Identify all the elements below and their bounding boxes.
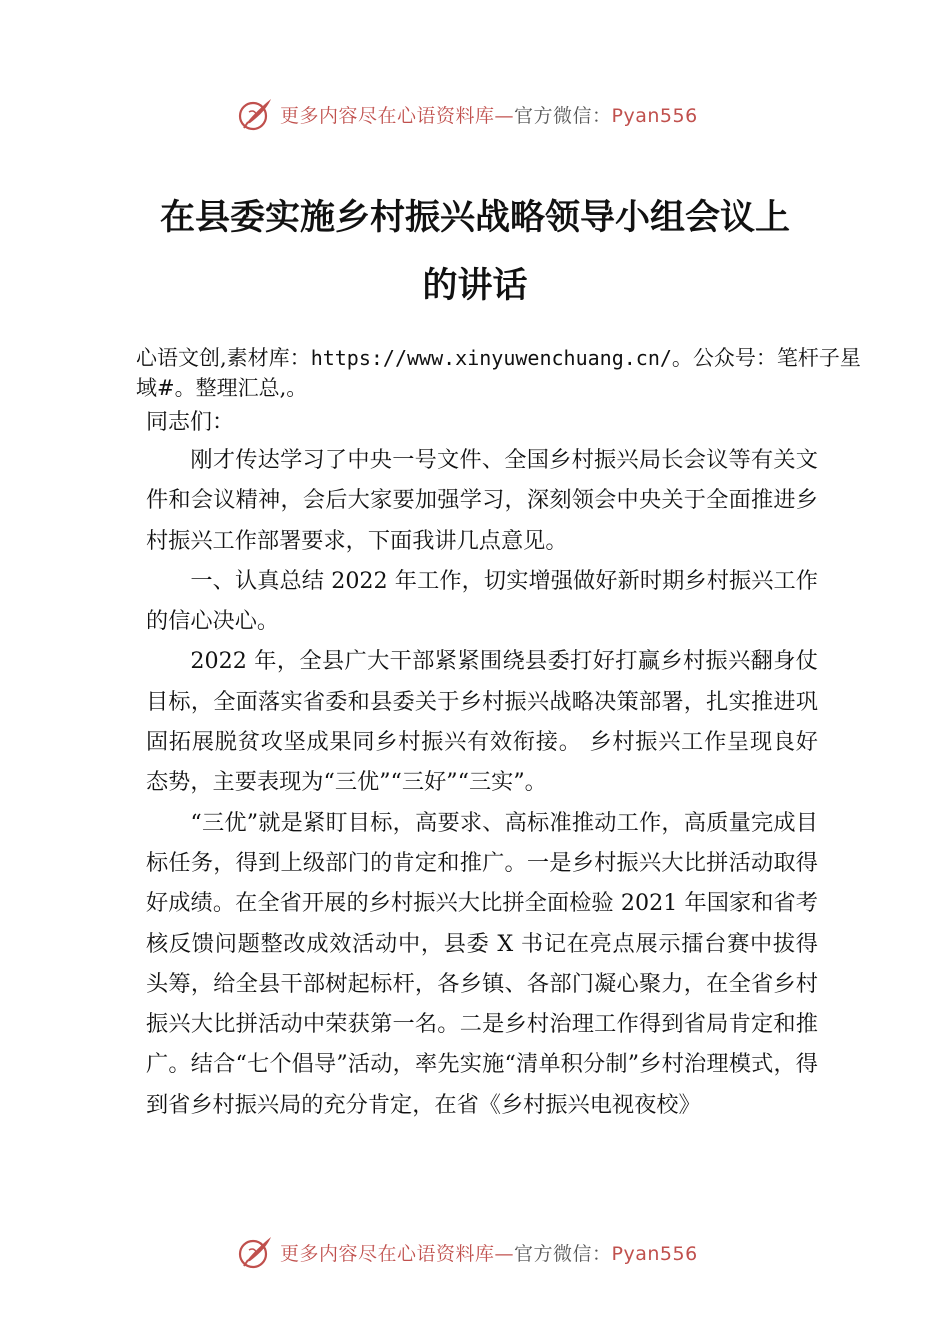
- section-heading: 一、认真总结 2022 年工作，切实增强做好新时期乡村振兴工作的信心决心。: [146, 567, 818, 635]
- speech-body: [146, 440, 818, 1125]
- document-title-line-2: 的讲话: [422, 265, 528, 306]
- source-url: https://www.xinyuwenchuang.cn/: [310, 346, 672, 370]
- quill-logo-icon: [238, 96, 274, 132]
- quill-logo-icon: [238, 1234, 274, 1270]
- greeting: 同志们：: [146, 410, 235, 435]
- watermark-text: 更多内容尽在心语资料库—官方微信：Pyan556: [280, 104, 698, 127]
- source-note: 心语文创,素材库：https://www.xinyuwenchuang.cn/。公众号：笔杆子星域#。整理汇总,。: [136, 346, 861, 400]
- paragraph: “三优”就是紧盯目标，高要求、高标准推动工作，高质量完成目标任务，得到上级部门的肯定和推广。一是乡村振兴大比拼活动取得好成绩。在全省开展的乡村振兴大比拼全面检验 2021 年国家和省考核反馈问题整改成效活动中，县委 X 书记在亮点展示擂台赛中拔得头筹，给全县干部树起标杆，各乡镇、各部门凝心聚力，在全省乡村振兴大比拼活动中荣获第一名。二是乡村治理工作得到省局肯定和推广。结合“七个倡导”活动，率先实施“清单积分制”乡村治理模式，得到省乡村振兴局的充分肯定，在省《乡村振兴电视夜校》: [146, 809, 818, 1118]
- watermark-banner-bottom: [238, 1234, 698, 1270]
- document-title-line-1: 在县委实施乡村振兴战略领导小组会议上: [159, 197, 790, 238]
- watermark-text: 更多内容尽在心语资料库—官方微信：Pyan556: [280, 1242, 698, 1265]
- paragraph: 2022 年，全县广大干部紧紧围绕县委打好打赢乡村振兴翻身仗目标，全面落实省委和县委关于乡村振兴战略决策部署，扎实推进巩固拓展脱贫攻坚成果同乡村振兴有效衔接。 乡村振兴工作呈现良好态势，主要表现为“三优”“三好”“三实”。: [146, 648, 818, 796]
- paragraph: 刚才传达学习了中央一号文件、全国乡村振兴局长会议等有关文件和会议精神，会后大家要加强学习，深刻领会中央关于全面推进乡村振兴工作部署要求，下面我讲几点意见。: [146, 447, 818, 554]
- watermark-banner-top: [238, 96, 698, 132]
